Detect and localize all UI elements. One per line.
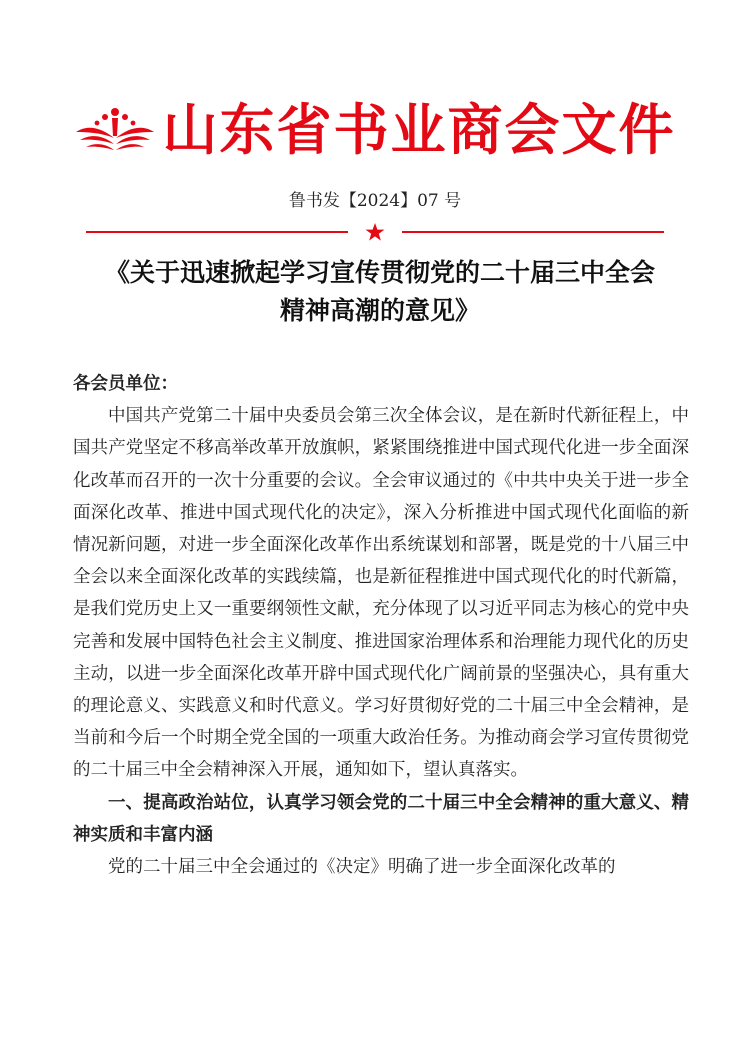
divider-line-right [402,231,664,233]
red-star-icon [365,222,385,242]
divider-line-left [86,231,348,233]
intro-paragraph: 中国共产党第二十届中央委员会第三次全体会议，是在新时代新征程上，中国共产党坚定不移高举改革开放旗帜，紧紧围绕推进中国式现代化进一步全面深化改革而召开的一次十分重要的会议。全会审议通过的《中共中央关于进一步全面深化改革、推进中国式现代化的决定》，深入分析推进中国式现代化面临的新情况新问题，对进一步全面深化改革作出系统谋划和部署，既是党的十八届三中全会以来全面深化改革的实践续篇，也是新征程推进中国式现代化的时代新篇，是我们党历史上又一重要纲领性文献，充分体现了以习近平同志为核心的党中央完善和发展中国特色社会主义制度、推进国家治理体系和治理能力现代化的历史主动，以进一步全面深化改革开辟中国式现代化广阔前景的坚强决心，具有重大的理论意义、实践意义和时代意义。学习好贯彻好党的二十届三中全会精神，是当前和今后一个时期全党全国的一项重大政治任务。为推动商会学习宣传贯彻党的二十届三中全会精神深入开展，通知如下，望认真落实。 [73,406,689,781]
document-title [70,254,690,330]
title-line-2: 精神高潮的意见》 [279,296,480,325]
red-divider [86,222,664,242]
document-number: 鲁书发【2024】07 号 [288,191,462,211]
section-1-first-line: 党的二十届三中全会通过的《决定》明确了进一步全面深化改革的 [108,857,616,878]
masthead [0,92,750,166]
book-crest-icon [74,102,156,156]
masthead-title: 山东省书业商会文件 [162,96,676,162]
salutation: 各会员单位： [73,374,178,394]
title-line-1: 《关于迅速掀起学习宣传贯彻党的二十届三中全会 [104,258,655,287]
section-heading-1: 一、提高政治站位，认真学习领会党的二十届三中全会精神的重大意义、精神实质和丰富内涵 [73,792,689,845]
document-body [73,368,689,883]
